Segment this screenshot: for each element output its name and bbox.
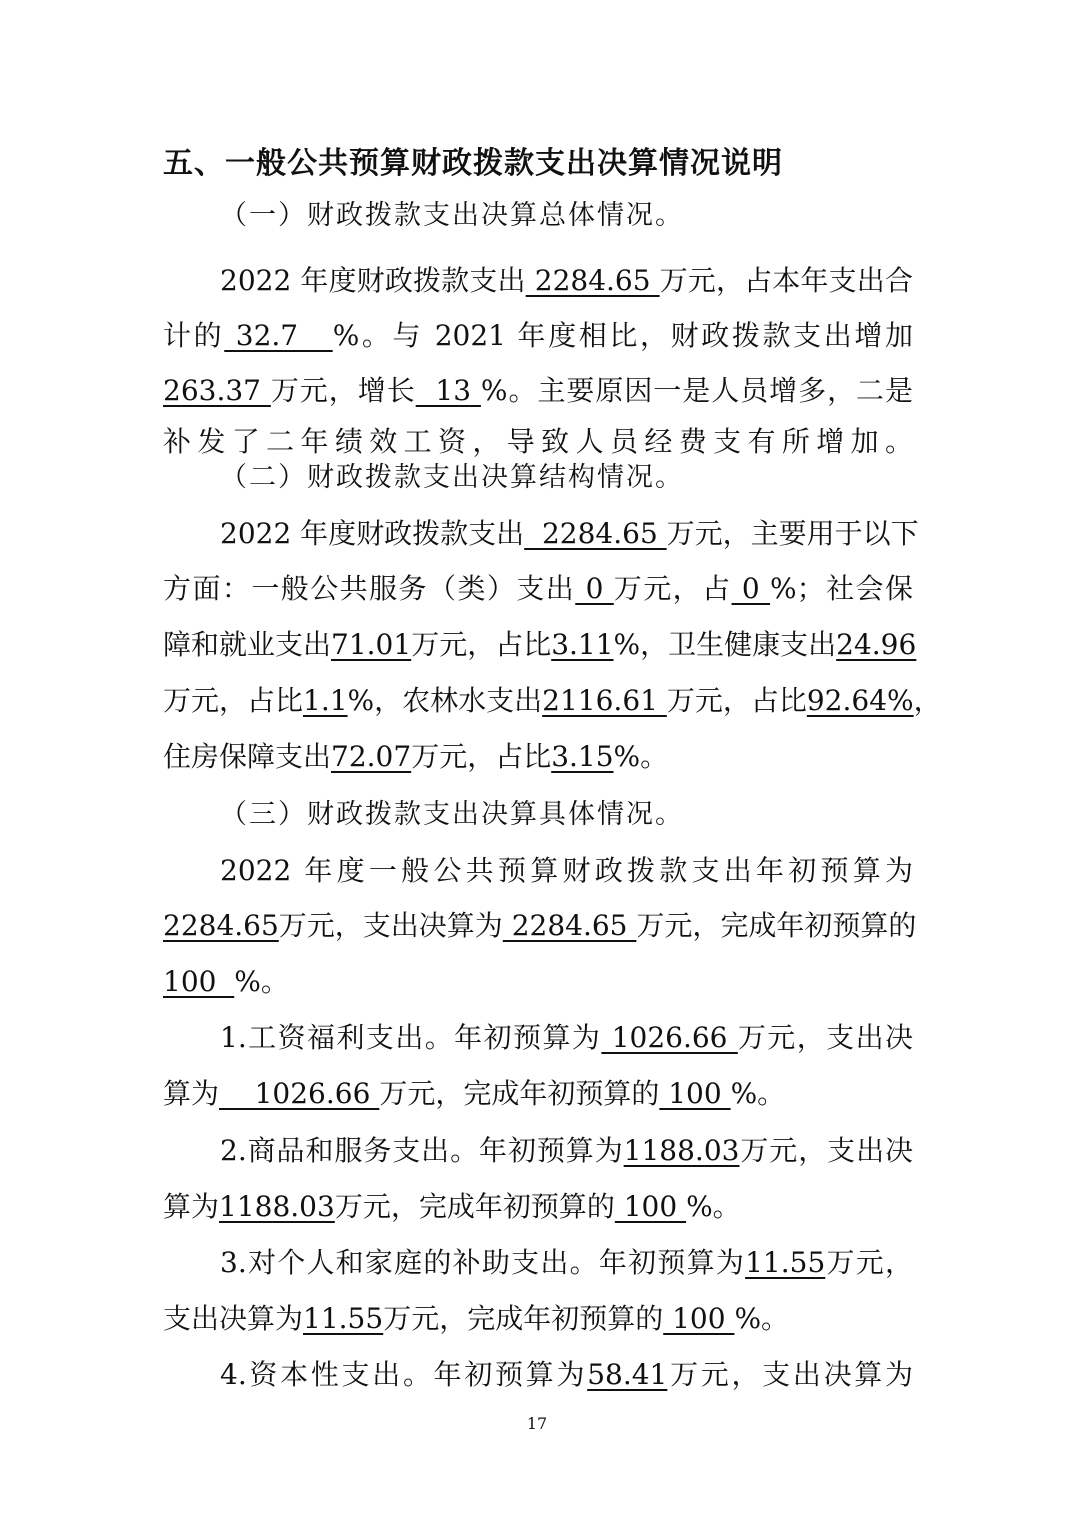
amount-field: 2284.65 bbox=[502, 909, 637, 942]
list-item-2-line: 2.商品和服务支出。年初预算为1188.03万元，支出决 bbox=[220, 1134, 913, 1167]
subsection-1-title: （一）财政拨款支出决算总体情况。 bbox=[220, 200, 684, 231]
percent-field: 3.15 bbox=[551, 740, 614, 773]
percent-field: 100 bbox=[663, 1302, 735, 1335]
list-item-1-line: 1.工资福利支出。年初预算为 1026.66 万元，支出决 bbox=[220, 1021, 913, 1054]
list-item-2-line: 算为1188.03万元，完成年初预算的 100 %。 bbox=[163, 1190, 741, 1223]
percent-field: 32.7 bbox=[224, 319, 333, 352]
subsection-2-title: （二）财政拨款支出决算结构情况。 bbox=[220, 462, 684, 493]
paragraph-line: 障和就业支出71.01万元，占比3.11%，卫生健康支出24.96 bbox=[163, 628, 917, 661]
paragraph-line: 263.37 万元，增长 13 %。主要原因一是人员增多，二是 bbox=[163, 374, 913, 407]
paragraph-line: 2022 年度一般公共预算财政拨款支出年初预算为 bbox=[220, 854, 913, 887]
amount-field: 71.01 bbox=[331, 628, 412, 661]
list-item-3-line: 支出决算为11.55万元，完成年初预算的 100 %。 bbox=[163, 1302, 790, 1335]
amount-field: 2116.61 bbox=[542, 684, 667, 717]
paragraph-line: 2022 年度财政拨款支出 2284.65 万元，主要用于以下 bbox=[220, 517, 919, 550]
percent-field: 1.1 bbox=[303, 684, 348, 717]
amount-field: 1188.03 bbox=[623, 1134, 740, 1167]
list-item-4-line: 4.资本性支出。年初预算为58.41万元，支出决算为 bbox=[220, 1358, 913, 1391]
amount-field: 11.55 bbox=[303, 1302, 384, 1335]
paragraph-line: 万元，占比1.1%，农林水支出2116.61 万元，占比92.64%， bbox=[163, 684, 942, 717]
percent-field: 92.64% bbox=[806, 684, 914, 717]
page-number: 17 bbox=[526, 1414, 548, 1433]
paragraph-line: 补发了二年绩效工资，导致人员经费支有所增加。 bbox=[163, 425, 913, 458]
subsection-3-title: （三）财政拨款支出决算具体情况。 bbox=[220, 799, 684, 830]
percent-field: 3.11 bbox=[551, 628, 614, 661]
amount-field: 72.07 bbox=[331, 740, 412, 773]
amount-field: 1026.66 bbox=[601, 1021, 738, 1054]
amount-field: 58.41 bbox=[587, 1358, 668, 1391]
amount-field: 24.96 bbox=[836, 628, 917, 661]
amount-field: 2284.65 bbox=[163, 909, 279, 942]
paragraph-line: 2284.65万元，支出决算为 2284.65 万元，完成年初预算的 bbox=[163, 909, 917, 942]
amount-field: 11.55 bbox=[745, 1246, 826, 1279]
paragraph-line: 2022 年度财政拨款支出 2284.65 万元，占本年支出合 bbox=[220, 264, 913, 297]
percent-field: 100 bbox=[659, 1077, 731, 1110]
section-heading: 五、一般公共预算财政拨款支出决算情况说明 bbox=[163, 146, 783, 181]
amount-field: 1188.03 bbox=[219, 1190, 335, 1223]
percent-field: 100 bbox=[163, 965, 235, 998]
paragraph-line: 100 %。 bbox=[163, 965, 289, 998]
amount-field: 1026.66 bbox=[219, 1077, 380, 1110]
list-item-3-line: 3.对个人和家庭的补助支出。年初预算为11.55万元， bbox=[220, 1246, 913, 1279]
paragraph-line: 计的 32.7 %。与 2021 年度相比，财政拨款支出增加 bbox=[163, 319, 913, 352]
paragraph-line: 住房保障支出72.07万元，占比3.15%。 bbox=[163, 740, 669, 773]
paragraph-line: 方面：一般公共服务（类）支出 0 万元，占 0 %；社会保 bbox=[163, 572, 913, 605]
list-item-1-line: 算为 1026.66 万元，完成年初预算的 100 %。 bbox=[163, 1077, 786, 1110]
amount-field: 263.37 bbox=[163, 374, 271, 407]
amount-field: 2284.65 bbox=[525, 264, 660, 297]
percent-field: 0 bbox=[731, 572, 771, 605]
percent-field: 13 bbox=[415, 374, 481, 407]
percent-field: 100 bbox=[614, 1190, 687, 1223]
amount-field: 2284.65 bbox=[524, 517, 667, 550]
amount-field: 0 bbox=[575, 572, 614, 605]
